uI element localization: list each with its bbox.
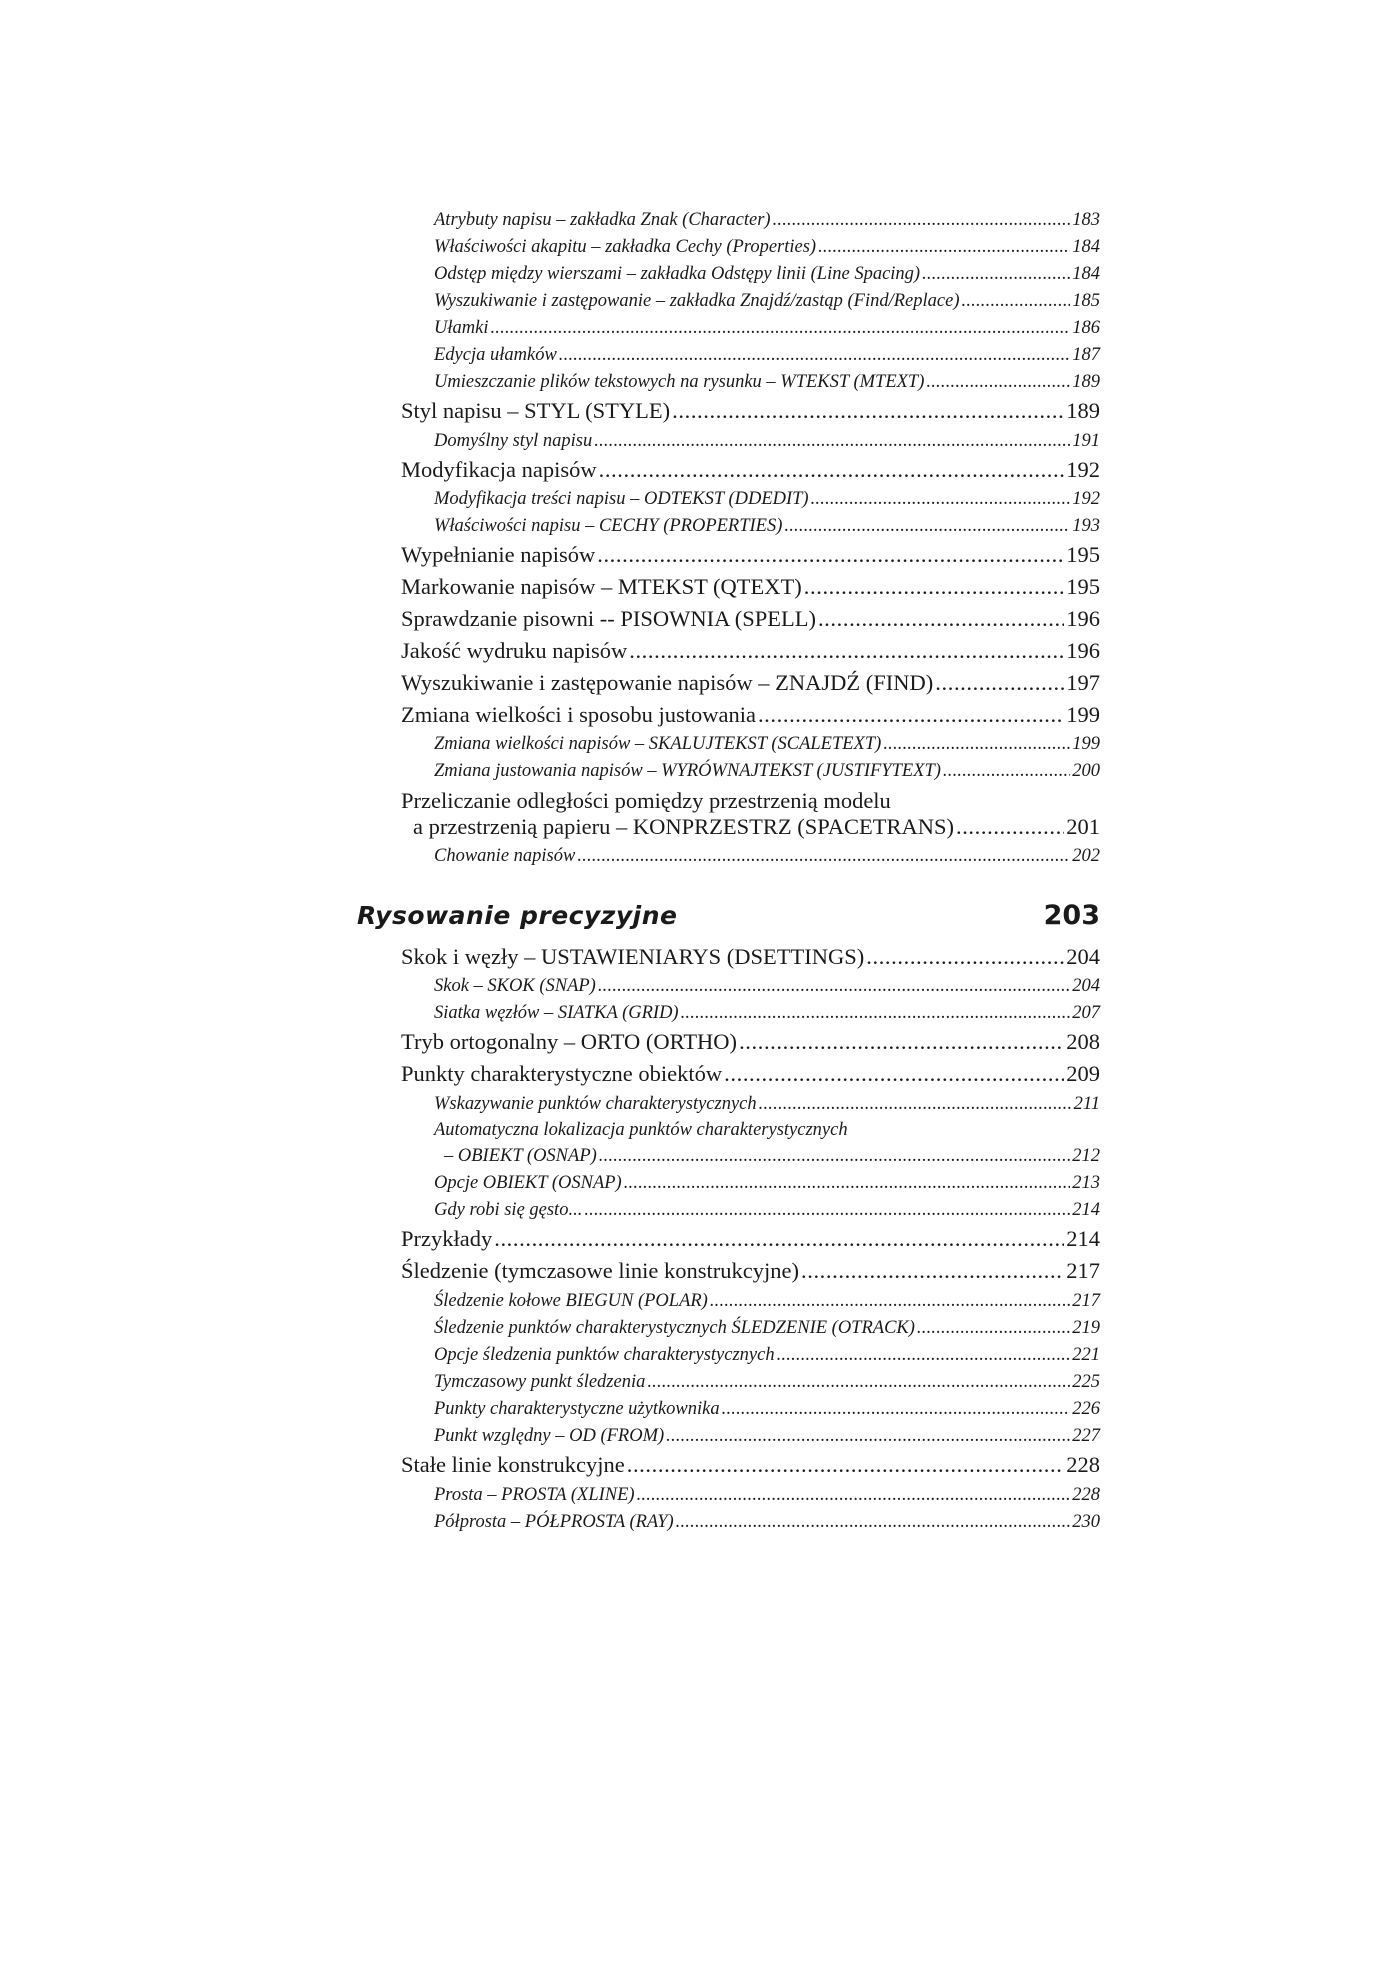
toc-entry-sub xyxy=(434,516,1100,537)
leader-dots xyxy=(710,1291,1070,1312)
toc-entry-main xyxy=(401,670,1100,696)
toc-entry-page: 196 xyxy=(1066,638,1100,663)
toc-entry-main xyxy=(401,1061,1100,1087)
toc-entry-page: 217 xyxy=(1072,1291,1100,1311)
leader-dots xyxy=(724,1061,1064,1087)
leader-dots xyxy=(866,944,1064,970)
toc-entry-title: Wyszukiwanie i zastępowanie napisów – ZNAJDŹ (FIND) xyxy=(401,670,934,695)
toc-entry-page: 187 xyxy=(1072,345,1100,365)
toc-entry-main xyxy=(401,606,1100,632)
toc-entry-sub xyxy=(434,1003,1100,1024)
toc-entry-title: Śledzenie (tymczasowe linie konstrukcyjne) xyxy=(401,1258,799,1283)
leader-dots xyxy=(599,1146,1070,1167)
toc-entry-page: 214 xyxy=(1066,1226,1100,1251)
toc-entry-title: Prosta – PROSTA (XLINE) xyxy=(434,1485,635,1505)
toc-entry-page: 204 xyxy=(1066,944,1100,969)
toc-entry-title: – OBIEKT (OSNAP) xyxy=(444,1146,597,1166)
toc-entry-page: 213 xyxy=(1072,1173,1100,1193)
toc-entry-sub xyxy=(434,1426,1100,1447)
leader-dots xyxy=(818,606,1064,632)
toc-entry-title: Skok i węzły – USTAWIENIARYS (DSETTINGS) xyxy=(401,944,865,969)
leader-dots xyxy=(773,210,1071,231)
toc-entry-main xyxy=(401,398,1100,424)
toc-entry-main xyxy=(401,1029,1100,1055)
toc-entry-title: Półprosta – PÓŁPROSTA (RAY) xyxy=(434,1512,674,1532)
leader-dots xyxy=(599,457,1065,483)
toc-entry-page: 200 xyxy=(1072,761,1100,781)
toc-entry-page: 209 xyxy=(1066,1061,1100,1086)
toc-entry-title: Zmiana wielkości i sposobu justowania xyxy=(401,702,756,727)
leader-dots xyxy=(672,398,1064,424)
leader-dots xyxy=(624,1173,1071,1194)
leader-dots xyxy=(597,542,1064,568)
toc-entry-first-line: Przeliczanie odległości pomiędzy przestrzenią modelu xyxy=(401,788,891,813)
leader-dots xyxy=(739,1029,1064,1055)
leader-dots xyxy=(577,846,1070,867)
toc-entry-page: 226 xyxy=(1072,1399,1100,1419)
toc-entry-sub xyxy=(434,345,1100,366)
toc-entry-page: 221 xyxy=(1072,1345,1100,1365)
toc-entry-title: Zmiana wielkości napisów – SKALUJTEKST (SCALETEXT) xyxy=(434,734,882,754)
toc-entry-title: Modyfikacja napisów xyxy=(401,457,597,482)
toc-entry-title: Edycja ułamków xyxy=(434,345,557,365)
leader-dots xyxy=(926,372,1070,393)
toc-entry-title: Ułamki xyxy=(434,318,489,338)
toc-entry-sub xyxy=(434,372,1100,393)
toc-entry-title: Właściwości napisu – CECHY (PROPERTIES) xyxy=(434,516,783,536)
toc-entry-title: Opcje śledzenia punktów charakterystycznych xyxy=(434,1345,775,1365)
toc-entry-title: Tymczasowy punkt śledzenia xyxy=(434,1372,646,1392)
toc-entry-page: 184 xyxy=(1072,264,1100,284)
toc-entry-page: 192 xyxy=(1066,457,1100,482)
toc-entry-main xyxy=(401,944,1100,970)
toc-entry-sub xyxy=(434,846,1100,867)
toc-entry-title: Wskazywanie punktów charakterystycznych xyxy=(434,1094,757,1114)
toc-entry-page: 228 xyxy=(1066,1452,1100,1477)
toc-entry-main xyxy=(401,1226,1100,1252)
leader-dots xyxy=(956,814,1064,840)
leader-dots xyxy=(922,264,1070,285)
leader-dots xyxy=(494,1226,1064,1252)
toc-entry-sub xyxy=(434,264,1100,285)
toc-entry-page: 196 xyxy=(1066,606,1100,631)
toc-entry-page: 199 xyxy=(1072,734,1100,754)
toc-entry-page: 195 xyxy=(1066,542,1100,567)
toc-entry-sub xyxy=(434,291,1100,312)
toc-entry-page: 227 xyxy=(1072,1426,1100,1446)
toc-entry-main xyxy=(401,702,1100,728)
toc-entry-title: Właściwości akapitu – zakładka Cechy (Properties) xyxy=(434,237,817,257)
leader-dots xyxy=(759,1094,1072,1115)
leader-dots xyxy=(594,431,1070,452)
toc-entry-title: Odstęp między wierszami – zakładka Odstępy linii (Line Spacing) xyxy=(434,264,921,284)
toc-entry-title: Punkty charakterystyczne obiektów xyxy=(401,1061,723,1086)
toc-entry-title: Modyfikacja treści napisu – ODTEKST (DDEDIT) xyxy=(434,489,809,509)
toc-entry-page: 217 xyxy=(1066,1258,1100,1283)
toc-entry-page: 186 xyxy=(1072,318,1100,338)
toc-entry-sub xyxy=(444,1146,1100,1167)
leader-dots xyxy=(811,489,1071,510)
toc-entry-main xyxy=(401,574,1100,600)
leader-dots xyxy=(584,1200,1070,1221)
toc-entry-sub xyxy=(434,431,1100,452)
toc-entry-sub xyxy=(434,489,1100,510)
leader-dots xyxy=(647,1372,1070,1393)
toc-entry-sub xyxy=(434,237,1100,258)
toc-entry-sub xyxy=(434,1345,1100,1366)
toc-entry-sub xyxy=(434,1318,1100,1339)
leader-dots xyxy=(490,318,1070,339)
toc-entry-title: Punkt względny – OD (FROM) xyxy=(434,1426,665,1446)
toc-entry-page: 184 xyxy=(1072,237,1100,257)
toc-entry-sub xyxy=(434,1372,1100,1393)
toc-entry-title: Umieszczanie plików tekstowych na rysunku – WTEKST (MTEXT) xyxy=(434,372,925,392)
leader-dots xyxy=(681,1003,1071,1024)
chapter-page-number: 203 xyxy=(1043,900,1100,931)
toc-entry-title: Skok – SKOK (SNAP) xyxy=(434,976,596,996)
leader-dots xyxy=(883,734,1070,755)
toc-entry-main xyxy=(401,1258,1100,1284)
toc-entry-title: Domyślny styl napisu xyxy=(434,431,593,451)
toc-entry-title: Śledzenie kołowe BIEGUN (POLAR) xyxy=(434,1291,708,1311)
toc-entry-title: Stałe linie konstrukcyjne xyxy=(401,1452,625,1477)
leader-dots xyxy=(758,702,1064,728)
toc-entry-title: Opcje OBIEKT (OSNAP) xyxy=(434,1173,622,1193)
leader-dots xyxy=(801,1258,1064,1284)
leader-dots xyxy=(627,1452,1065,1478)
toc-entry-sub xyxy=(434,761,1100,782)
toc-entry-title: Tryb ortogonalny – ORTO (ORTHO) xyxy=(401,1029,738,1054)
chapter-heading xyxy=(357,900,1100,931)
toc-entry-page: 230 xyxy=(1072,1512,1100,1532)
toc-entry-title: Markowanie napisów – MTEKST (QTEXT) xyxy=(401,574,802,599)
toc-entry-page: 212 xyxy=(1072,1146,1100,1166)
toc-entry-page: 204 xyxy=(1072,976,1100,996)
toc-entry-sub xyxy=(434,734,1100,755)
toc-entry-title: Zmiana justowania napisów – WYRÓWNAJTEKST (JUSTIFYTEXT) xyxy=(434,761,941,781)
toc-entry-page: 228 xyxy=(1072,1485,1100,1505)
toc-entry-page: 207 xyxy=(1072,1003,1100,1023)
toc-entry-title: Styl napisu – STYL (STYLE) xyxy=(401,398,671,423)
toc-entry-page: 214 xyxy=(1072,1200,1100,1220)
toc-entry-main xyxy=(401,1452,1100,1478)
toc-entry-title: Siatka węzłów – SIATKA (GRID) xyxy=(434,1003,679,1023)
toc-entry-sub xyxy=(434,1094,1100,1115)
toc-entry-page: 185 xyxy=(1072,291,1100,311)
toc-entry-title: a przestrzenią papieru – KONPRZESTRZ (SPACETRANS) xyxy=(413,814,954,839)
toc-entry-title: Wypełnianie napisów xyxy=(401,542,596,567)
leader-dots xyxy=(935,670,1064,696)
toc-entry-sub xyxy=(434,1512,1100,1533)
toc-entry-page: 201 xyxy=(1066,814,1100,839)
leader-dots xyxy=(722,1399,1071,1420)
toc-entry-title: Punkty charakterystyczne użytkownika xyxy=(434,1399,720,1419)
leader-dots xyxy=(666,1426,1070,1447)
toc-entry-title: Wyszukiwanie i zastępowanie – zakładka Znajdź/zastąp (Find/Replace) xyxy=(434,291,960,311)
toc-entry-page: 192 xyxy=(1072,489,1100,509)
toc-entry-page: 202 xyxy=(1072,846,1100,866)
leader-dots xyxy=(559,345,1070,366)
toc-entry-title: Przykłady xyxy=(401,1226,493,1251)
toc-entry-page: 225 xyxy=(1072,1372,1100,1392)
leader-dots xyxy=(943,761,1070,782)
toc-entry-page: 191 xyxy=(1072,431,1100,451)
toc-entry-page: 197 xyxy=(1066,670,1100,695)
leader-dots xyxy=(818,237,1070,258)
toc-entry-title: Śledzenie punktów charakterystycznych ŚLEDZENIE (OTRACK) xyxy=(434,1318,915,1338)
leader-dots xyxy=(962,291,1071,312)
toc-entry-title: Jakość wydruku napisów xyxy=(401,638,628,663)
chapter-title: Rysowanie precyzyjne xyxy=(357,901,678,930)
leader-dots xyxy=(804,574,1064,600)
toc-entry-main xyxy=(413,814,1100,840)
toc-entry-title: Chowanie napisów xyxy=(434,846,576,866)
toc-entry-sub xyxy=(434,1173,1100,1194)
toc-entry-sub xyxy=(434,1291,1100,1312)
toc-entry-sub xyxy=(434,976,1100,997)
toc-entry-page: 195 xyxy=(1066,574,1100,599)
toc-entry-first-line: Automatyczna lokalizacja punktów charakterystycznych xyxy=(434,1120,848,1140)
leader-dots xyxy=(598,976,1070,997)
leader-dots xyxy=(676,1512,1071,1533)
toc-entry-main xyxy=(401,457,1100,483)
toc-entry-page: 189 xyxy=(1066,398,1100,423)
leader-dots xyxy=(784,516,1070,537)
toc-entry-page: 211 xyxy=(1073,1094,1100,1114)
toc-entry-page: 208 xyxy=(1066,1029,1100,1054)
toc-entry-sub xyxy=(434,210,1100,231)
toc-entry-page: 183 xyxy=(1072,210,1100,230)
leader-dots xyxy=(917,1318,1070,1339)
leader-dots xyxy=(629,638,1064,664)
toc-entry-sub xyxy=(434,1399,1100,1420)
leader-dots xyxy=(637,1485,1071,1506)
toc-entry-title: Gdy robi się gęsto... xyxy=(434,1200,583,1220)
toc-entry-main xyxy=(401,638,1100,664)
toc-entry-sub xyxy=(434,1200,1100,1221)
leader-dots xyxy=(777,1345,1071,1366)
toc-entry-page: 199 xyxy=(1066,702,1100,727)
toc-entry-title: Atrybuty napisu – zakładka Znak (Character) xyxy=(434,210,771,230)
toc-entry-main xyxy=(401,542,1100,568)
toc-entry-sub xyxy=(434,1485,1100,1506)
toc-entry-title: Sprawdzanie pisowni -- PISOWNIA (SPELL) xyxy=(401,606,816,631)
toc-entry-page: 189 xyxy=(1072,372,1100,392)
toc-entry-page: 193 xyxy=(1072,516,1100,536)
toc-entry-sub xyxy=(434,318,1100,339)
toc-entry-page: 219 xyxy=(1072,1318,1100,1338)
